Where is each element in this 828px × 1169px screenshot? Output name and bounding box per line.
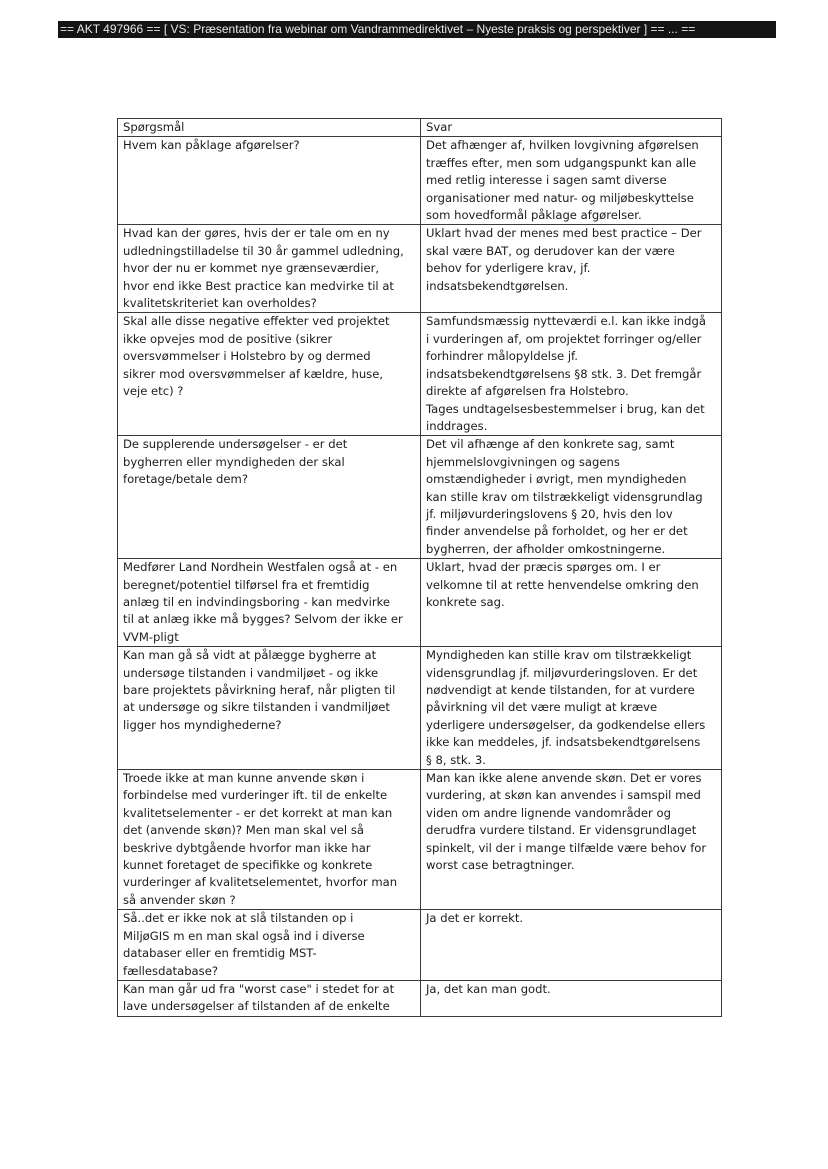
question-text-line: anlæg til en indvindingsboring - kan medvirke <box>123 594 391 609</box>
question-cell <box>118 647 421 770</box>
answer-text-line: yderligere undersøgelser, da godkendelse ellers <box>426 717 706 732</box>
answer-text-line: skal være BAT, og derudover kan der være <box>426 243 675 258</box>
answer-text-line: behov for yderligere krav, jf. <box>426 261 591 276</box>
question-text-line: oversvømmelser i Holstebro by og dermed <box>123 349 371 364</box>
table-row <box>118 910 722 981</box>
answer-text-line: vidensgrundlag jf. miljøvurderingsloven. Er det <box>426 665 698 680</box>
table-row <box>118 647 722 770</box>
question-text-line: VVM-pligt <box>123 629 179 644</box>
question-text-line: undersøge tilstanden i vandmiljøet - og ikke <box>123 665 379 680</box>
answer-text-line: Uklart hvad der menes med best practice – Der <box>426 226 702 241</box>
question-text-line: Hvad kan der gøres, hvis der er tale om en ny <box>123 226 390 241</box>
question-text-line: Skal alle disse negative effekter ved projektet <box>123 314 390 329</box>
question-text-line: forbindelse med vurderinger ift. til de enkelte <box>123 788 388 803</box>
answer-text-line: organisationer med natur- og miljøbeskyttelse <box>426 190 694 205</box>
answer-column-header: Svar <box>421 119 722 137</box>
answer-text-line: ikke kan meddeles, jf. indsatsbekendtgørelsens <box>426 735 701 750</box>
answer-text-line: inddrages. <box>426 418 488 433</box>
answer-text-line: jf. miljøvurderingslovens § 20, hvis den lov <box>426 506 673 521</box>
table-row <box>118 770 722 910</box>
document-header-banner <box>58 21 776 38</box>
answer-text-line: Det afhænger af, hvilken lovgivning afgørelsen <box>426 138 699 153</box>
question-text-line: vurderinger af kvalitetselementet, hvorfor man <box>123 875 398 890</box>
answer-cell <box>421 910 722 981</box>
answer-text-line: kan stille krav om tilstrækkeligt vidensgrundlag <box>426 489 703 504</box>
table-row <box>118 559 722 647</box>
question-text-line: udledningstilladelse til 30 år gammel udledning, <box>123 243 404 258</box>
answer-text-line: Uklart, hvad der præcis spørges om. I er <box>426 560 661 575</box>
answer-text-line: hjemmelslovgivningen og sagens <box>426 454 620 469</box>
question-text-line: MiljøGIS m en man skal også ind i diverse <box>123 928 365 943</box>
answer-text-line: Ja, det kan man godt. <box>426 981 551 996</box>
question-text-line: fællesdatabase? <box>123 963 218 978</box>
question-cell <box>118 559 421 647</box>
table-row <box>118 313 722 436</box>
question-cell <box>118 770 421 910</box>
question-text-line: Så..det er ikke nok at slå tilstanden op i <box>123 911 354 926</box>
answer-cell <box>421 313 722 436</box>
answer-text-line: derudfra vurdere tilstand. Er vidensgrundlaget <box>426 823 697 838</box>
table-row <box>118 137 722 225</box>
answer-cell <box>421 647 722 770</box>
answer-text-line: velkomne til at rette henvendelse omkring den <box>426 577 699 592</box>
question-text-line: databaser eller en fremtidig MST- <box>123 946 317 961</box>
question-text-line: ligger hos myndighederne? <box>123 717 282 732</box>
answer-text-line: direkte af afgørelsen fra Holstebro. <box>426 384 629 399</box>
question-text-line: kunnet foretaget de specifikke og konkrete <box>123 858 373 873</box>
question-text-line: hvor der nu er kommet nye grænseværdier, <box>123 261 380 276</box>
answer-text-line: Samfundsmæssig nytteværdi e.l. kan ikke indgå <box>426 314 706 329</box>
answer-cell <box>421 225 722 313</box>
question-column-header: Spørgsmål <box>118 119 421 137</box>
answer-text-line: viden om andre lignende vandområder og <box>426 805 671 820</box>
answer-text-line: indsatsbekendtgørelsens §8 stk. 3. Det fremgår <box>426 366 702 381</box>
answer-text-line: § 8, stk. 3. <box>426 752 486 767</box>
question-text-line: ikke opvejes mod de positive (sikrer <box>123 331 333 346</box>
answer-text-line: med retlig interesse i sagen samt diverse <box>426 173 667 188</box>
answer-cell <box>421 770 722 910</box>
table-row <box>118 980 722 1016</box>
answer-text-line: Ja det er korrekt. <box>426 911 524 926</box>
question-cell <box>118 436 421 559</box>
question-text-line: beregnet/potentiel tilførsel fra et fremtidig <box>123 577 370 592</box>
question-text-line: veje etc) ? <box>123 384 184 399</box>
question-text-line: hvor end ikke Best practice kan medvirke til at <box>123 278 394 293</box>
question-text-line: kvalitetselementer - er det korrekt at man kan <box>123 805 393 820</box>
table-row <box>118 436 722 559</box>
question-text-line: det (anvende skøn)? Men man skal vel så <box>123 823 364 838</box>
answer-text-line: bygherren, der afholder omkostningerne. <box>426 541 666 556</box>
answer-text-line: konkrete sag. <box>426 594 505 609</box>
question-text-line: De supplerende undersøgelser - er det <box>123 437 348 452</box>
question-cell <box>118 313 421 436</box>
answer-text-line: træffes efter, men som udgangspunkt kan alle <box>426 155 697 170</box>
question-cell <box>118 137 421 225</box>
answer-text-line: påvirkning vil det være muligt at kræve <box>426 700 658 715</box>
question-text-line: at undersøge og sikre tilstanden i vandmiljøet <box>123 700 390 715</box>
table-row <box>118 225 722 313</box>
answer-cell <box>421 436 722 559</box>
answer-text-line: omstændigheder i øvrigt, men myndigheden <box>426 472 687 487</box>
answer-text-line: Tages undtagelsesbestemmelser i brug, kan det <box>426 401 705 416</box>
answer-text-line: Myndigheden kan stille krav om tilstrækkeligt <box>426 648 692 663</box>
question-text-line: Kan man gå så vidt at pålægge bygherre at <box>123 648 377 663</box>
answer-text-line: vurdering, at skøn kan anvendes i samspil med <box>426 788 701 803</box>
question-cell <box>118 910 421 981</box>
question-cell <box>118 980 421 1016</box>
qa-table <box>117 118 722 1017</box>
answer-cell <box>421 980 722 1016</box>
answer-text-line: Man kan ikke alene anvende skøn. Det er vores <box>426 771 702 786</box>
question-text-line: Medfører Land Nordhein Westfalen også at - en <box>123 560 398 575</box>
answer-text-line: worst case betragtninger. <box>426 858 575 873</box>
table-header-row <box>118 119 722 137</box>
answer-text-line: indsatsbekendtgørelsen. <box>426 278 569 293</box>
question-text-line: foretage/betale dem? <box>123 472 248 487</box>
question-text-line: Hvem kan påklage afgørelser? <box>123 138 300 153</box>
question-text-line: lave undersøgelser af tilstanden af de enkelte <box>123 999 390 1014</box>
answer-text-line: som hovedformål påklage afgørelser. <box>426 208 642 223</box>
question-cell <box>118 225 421 313</box>
question-text-line: Troede ikke at man kunne anvende skøn i <box>123 771 365 786</box>
question-text-line: så anvender skøn ? <box>123 892 236 907</box>
banner-text: == AKT 497966 == [ VS: Præsentation fra webinar om Vandrammedirektivet – Nyeste praksis og perspektiver ] == ... == <box>60 22 696 36</box>
question-text-line: bygherren eller myndigheden der skal <box>123 454 345 469</box>
question-text-line: Kan man går ud fra "worst case" i stedet for at <box>123 981 395 996</box>
question-text-line: til at anlæg ikke må bygges? Selvom der ikke er <box>123 612 403 627</box>
answer-text-line: finder anvendelse på forholdet, og her er det <box>426 524 688 539</box>
answer-text-line: i vurderingen af, om projektet forringer og/eller <box>426 331 702 346</box>
answer-cell <box>421 559 722 647</box>
qa-table-body <box>118 137 722 1016</box>
question-text-line: kvalitetskriteriet kan overholdes? <box>123 296 317 311</box>
question-text-line: bare projektets påvirkning heraf, når pligten til <box>123 683 396 697</box>
question-text-line: beskrive dybtgående hvorfor man ikke har <box>123 840 371 855</box>
answer-text-line: forhindrer målopyldelse jf. <box>426 349 578 364</box>
answer-text-line: spinkelt, vil der i mange tilfælde være behov for <box>426 840 707 855</box>
answer-cell <box>421 137 722 225</box>
answer-text-line: Det vil afhænge af den konkrete sag, samt <box>426 437 675 452</box>
answer-text-line: nødvendigt at kende tilstanden, for at vurdere <box>426 683 695 697</box>
question-text-line: sikrer mod oversvømmelser af kældre, huse, <box>123 366 384 381</box>
